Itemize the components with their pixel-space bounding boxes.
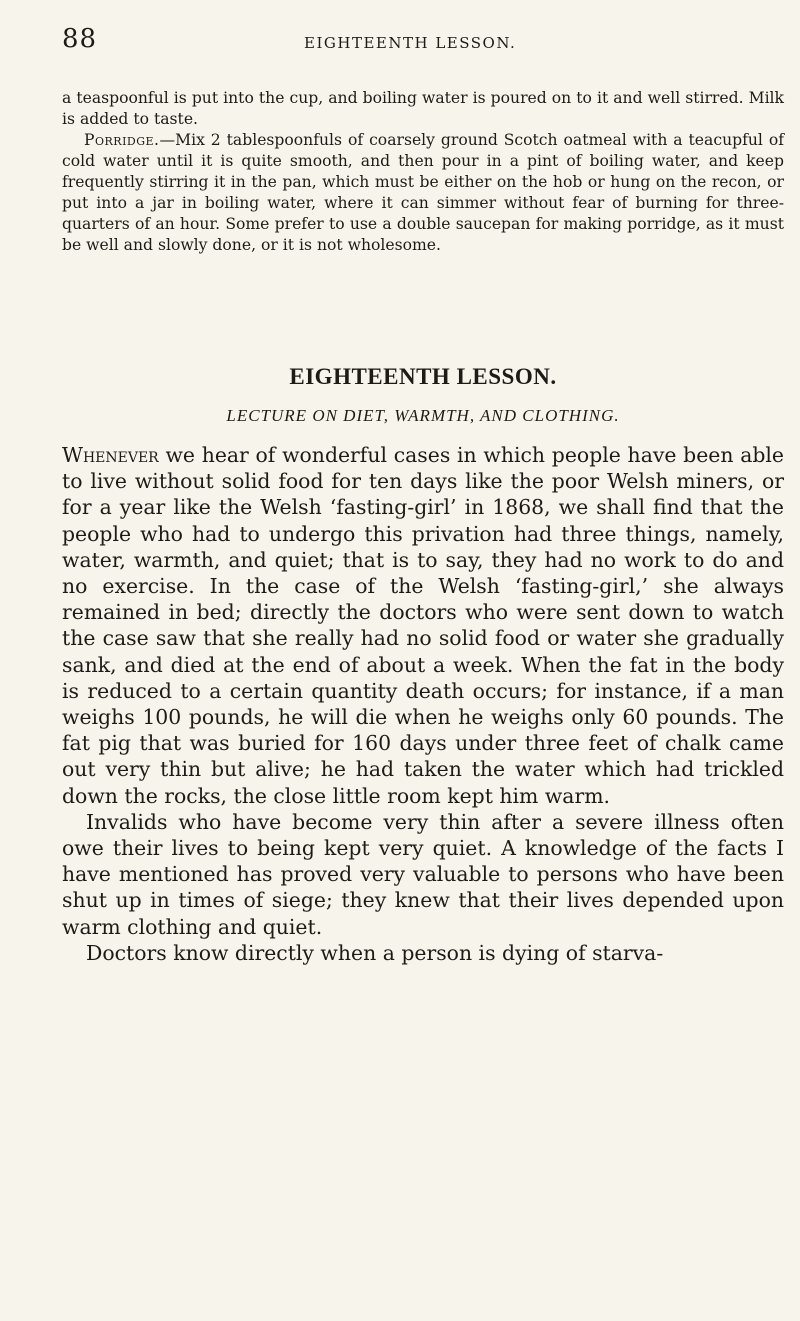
page-number: 88 <box>62 24 98 54</box>
body-paragraph: Doctors know directly when a person is dying of starva- <box>86 940 664 965</box>
previous-lesson-tail <box>62 88 784 256</box>
body-paragraph <box>62 442 784 809</box>
paragraph-text: we hear of wonderful cases in which people have been able to live without solid food for ten days like the poor Welsh miners, or for a year like the Welsh ‘fasting-girl’ in 1868, we shall find that the people who had to undergo this privation had three things, namely, water, warmth, and quiet; that is to say, they had no work to do and no exercise. In the case of the Welsh ‘fasting-girl,’ she always remained in bed; directly the doctors who were sent down to watch the case saw that she really had no solid food or water she gradually sank, and died at the end of about a week. When the fat in the body is reduced to a certain quantity death occurs; for instance, if a man weighs 100 pounds, he will die when he weighs only 60 pounds. The fat pig that was buried for 160 days under three feet of chalk came out very thin but alive; he had taken the water which had trickled down the rocks, the close little room kept him warm. <box>62 443 784 808</box>
running-title: EIGHTEENTH LESSON. <box>304 34 517 52</box>
running-head <box>62 24 784 58</box>
lesson-subtitle: LECTURE ON DIET, WARMTH, AND CLOTHING. <box>226 406 620 425</box>
porridge-text: —Mix 2 tablespoonfuls of coarsely ground Scotch oatmeal with a teacupful of cold water until it is quite smooth, and then pour in a pint of boiling water, and keep frequently stirring it in the pan, which must be either on the hob or hung on the recon, or put into a jar in boiling water, where it can simmer without fear of burning for three-quarters of an hour. Some prefer to use a double saucepan for making porridge, as it must be well and slowly done, or it is not wholesome. <box>62 131 784 254</box>
porridge-lead: Porridge. <box>84 131 160 149</box>
paragraph-lead-word: Whenever <box>62 443 159 467</box>
body-paragraph: Invalids who have become very thin after a severe illness often owe their lives to being kept very quiet. A knowledge of the facts I have mentioned has proved very valuable to persons who have been shut up in times of siege; they knew that their lives depended upon warm clothing and quiet. <box>62 809 784 939</box>
continuation-paragraph: a teaspoonful is put into the cup, and boiling water is poured on to it and well stirred. Milk is added to taste. <box>62 89 784 128</box>
porridge-paragraph <box>62 130 784 256</box>
lesson-body <box>62 442 784 966</box>
lesson-title: EIGHTEENTH LESSON. <box>289 364 557 389</box>
book-page <box>62 24 784 966</box>
